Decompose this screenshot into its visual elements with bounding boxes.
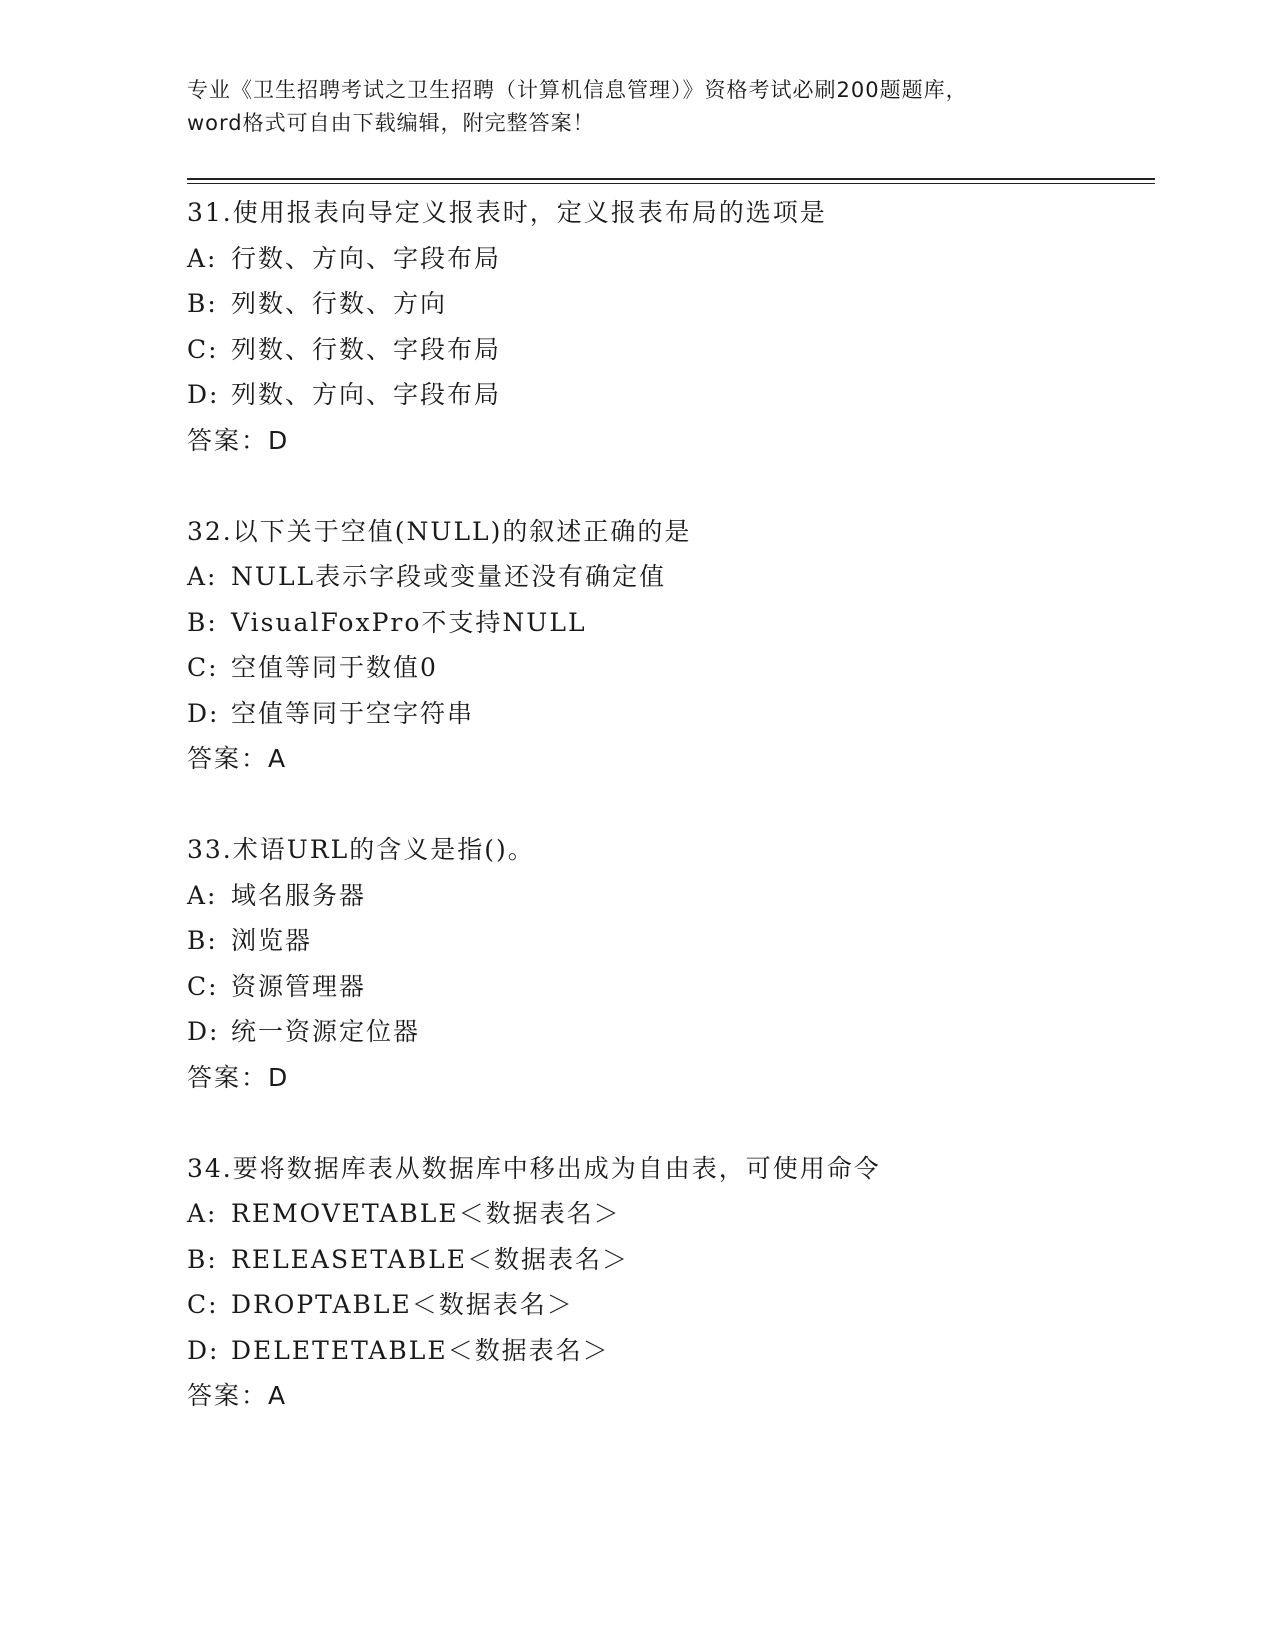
option-label: D: — [187, 698, 220, 728]
question-34 — [187, 1146, 1147, 1419]
question-spacer — [187, 782, 1147, 828]
option-text: REMOVETABLE＜数据表名＞ — [231, 1199, 621, 1228]
option-text: 域名服务器 — [231, 880, 367, 910]
option-a — [187, 1191, 1147, 1237]
option-text: 空值等同于数值0 — [231, 653, 438, 682]
option-b — [187, 281, 1147, 327]
option-c — [187, 327, 1147, 373]
option-label: A: — [187, 562, 218, 591]
answer-line: 答案：A — [187, 1381, 288, 1410]
option-b — [187, 918, 1147, 964]
question-spacer — [187, 1100, 1147, 1146]
option-d — [187, 691, 1147, 737]
option-a — [187, 873, 1147, 919]
option-text: 浏览器 — [231, 926, 313, 955]
option-b — [187, 1237, 1147, 1283]
option-label: B: — [187, 926, 218, 955]
question-stem: 34.要将数据库表从数据库中移出成为自由表，可使用命令 — [187, 1153, 881, 1183]
document-header — [187, 74, 1087, 140]
option-a — [187, 236, 1147, 282]
question-spacer — [187, 463, 1147, 509]
option-label: A: — [187, 1199, 218, 1228]
answer-line: 答案：D — [187, 425, 290, 455]
option-label: C: — [187, 971, 219, 1001]
option-label: B: — [187, 1244, 218, 1274]
answer-line: 答案：D — [187, 1062, 290, 1092]
option-c — [187, 964, 1147, 1010]
option-d — [187, 1009, 1147, 1055]
option-text: 列数、行数、方向 — [231, 289, 448, 318]
option-text: 空值等同于空字符串 — [231, 698, 475, 728]
option-text: 行数、方向、字段布局 — [231, 243, 502, 273]
header-line-1: 专业《卫生招聘考试之卫生招聘（计算机信息管理）》资格考试必刷200题题库， — [187, 78, 968, 102]
option-b — [187, 600, 1147, 646]
option-d — [187, 372, 1147, 418]
question-list — [187, 190, 1147, 1419]
option-text: 列数、方向、字段布局 — [231, 380, 502, 409]
header-divider-thick — [187, 178, 1155, 180]
option-label: D: — [187, 1017, 220, 1046]
question-33 — [187, 827, 1147, 1146]
question-stem: 33.术语URL的含义是指()。 — [187, 835, 535, 864]
option-text: DROPTABLE＜数据表名＞ — [231, 1290, 574, 1319]
option-c — [187, 645, 1147, 691]
option-label: C: — [187, 1290, 219, 1319]
option-text: RELEASETABLE＜数据表名＞ — [231, 1244, 629, 1274]
option-text: 列数、行数、字段布局 — [231, 334, 502, 364]
option-text: NULL表示字段或变量还没有确定值 — [231, 562, 667, 591]
option-d — [187, 1328, 1147, 1374]
option-text: 统一资源定位器 — [231, 1017, 421, 1046]
option-label: D: — [187, 1335, 220, 1365]
option-text: DELETETABLE＜数据表名＞ — [231, 1335, 610, 1365]
option-c — [187, 1282, 1147, 1328]
answer-line: 答案：A — [187, 744, 288, 773]
question-32 — [187, 509, 1147, 828]
option-label: C: — [187, 334, 219, 364]
header-divider-thin — [187, 183, 1155, 184]
question-stem: 32.以下关于空值(NULL)的叙述正确的是 — [187, 516, 692, 546]
option-text: VisualFoxPro不支持NULL — [231, 607, 587, 637]
header-line-2: word格式可自由下载编辑，附完整答案！ — [187, 111, 595, 135]
option-a — [187, 554, 1147, 600]
option-label: B: — [187, 607, 218, 637]
option-label: C: — [187, 653, 219, 682]
question-31 — [187, 190, 1147, 509]
option-label: A: — [187, 243, 218, 273]
option-label: A: — [187, 880, 218, 910]
question-stem: 31.使用报表向导定义报表时，定义报表布局的选项是 — [187, 198, 827, 227]
option-label: B: — [187, 289, 218, 318]
option-text: 资源管理器 — [231, 971, 367, 1001]
option-label: D: — [187, 380, 220, 409]
